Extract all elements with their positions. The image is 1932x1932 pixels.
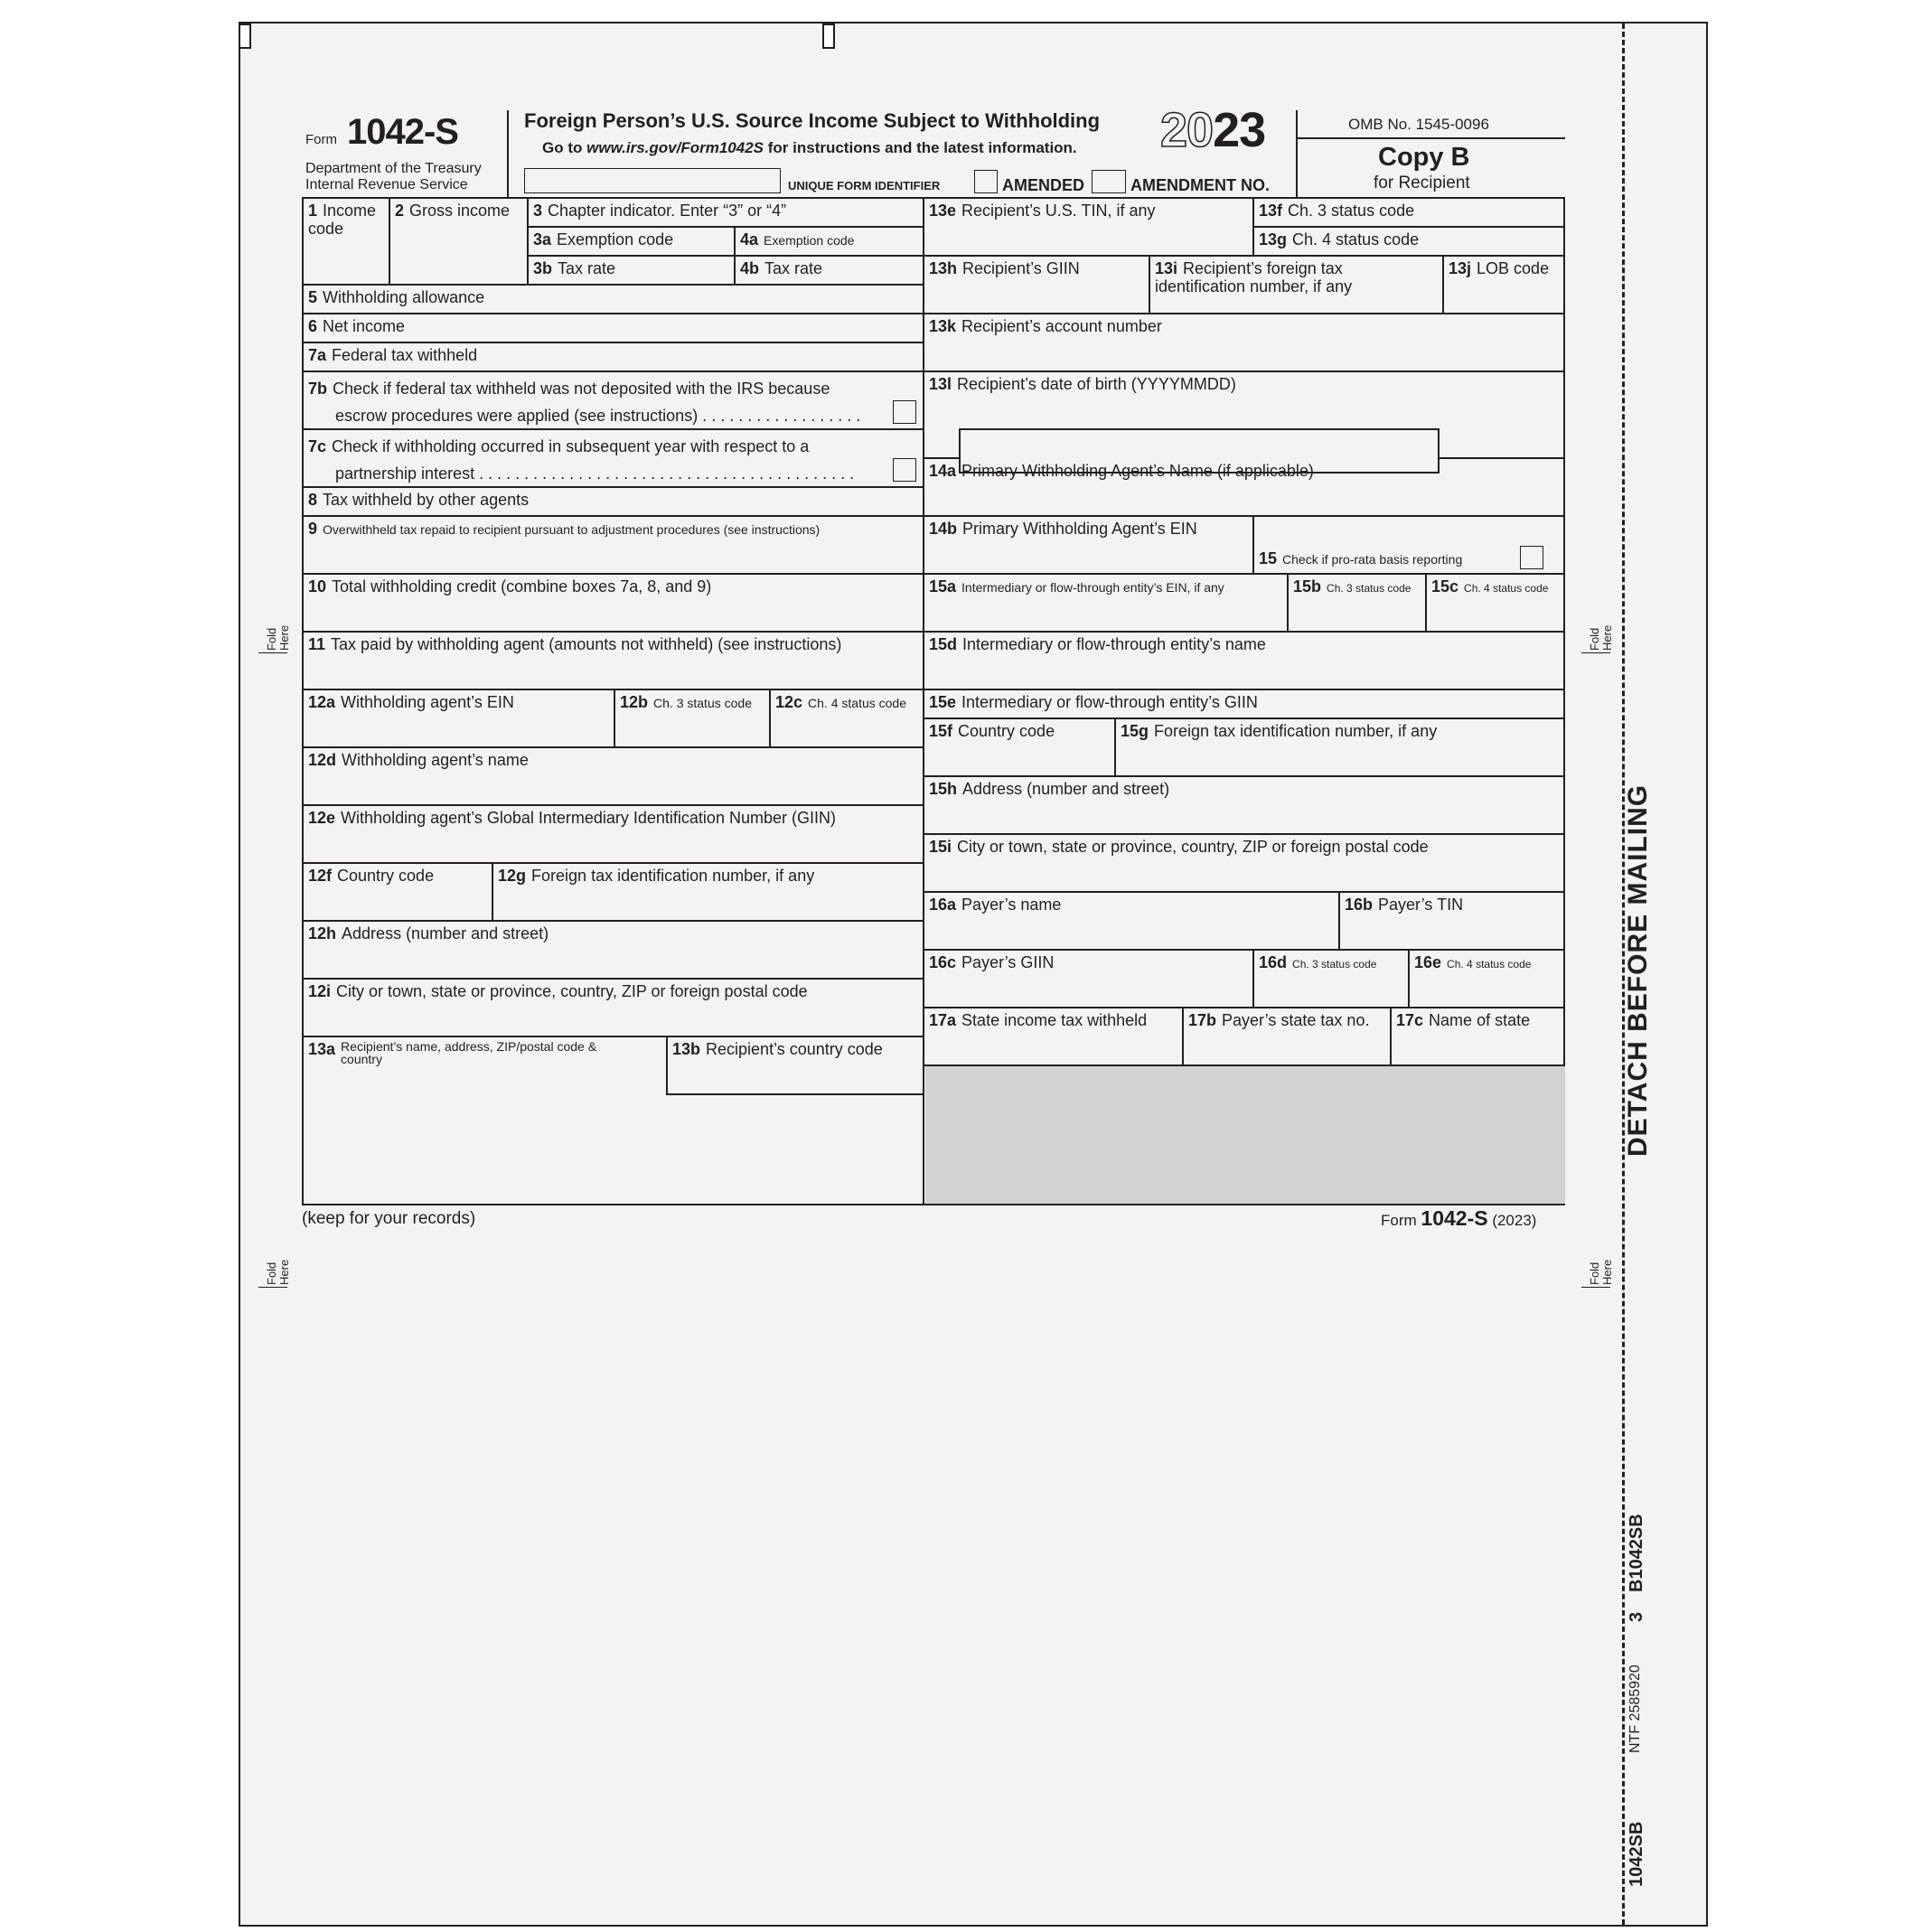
box-17b-payer-state-tax-no[interactable]: 17b Payer’s state tax no. [1184,1008,1392,1066]
box-11-tax-paid-by-agent[interactable]: 11 Tax paid by withholding agent (amounts not withheld) (see instructions) [304,633,924,690]
form-code-3: 3 [1627,1611,1646,1622]
box-12f-country-code[interactable]: 12f Country code [304,864,493,922]
registration-mark-center [822,23,835,49]
box-7c-checkbox[interactable] [893,458,916,482]
box-12e-withholding-agent-giin[interactable]: 12e Withholding agent’s Global Intermediary Identification Number (GIIN) [304,806,924,864]
box-15h-address[interactable]: 15h Address (number and street) [924,777,1565,835]
box-5-withholding-allowance[interactable]: 5 Withholding allowance [304,286,924,314]
keep-for-records: (keep for your records) [302,1209,476,1228]
box-13l-recipient-date-of-birth: 13l Recipient’s date of birth (YYYYMMDD) [924,372,1565,459]
box-13a-recipient-name-address[interactable]: 13a Recipient’s name, address, ZIP/postal code & country [304,1037,924,1205]
box-17c-name-of-state[interactable]: 17c Name of state [1392,1008,1565,1066]
amendment-no-label: AMENDMENT NO. [1130,176,1270,194]
box-6-net-income[interactable]: 6 Net income [304,314,924,343]
form-label: Form [305,132,337,147]
fold-here-label: Here [1600,1259,1614,1285]
box-13f-ch3-status-code[interactable]: 13f Ch. 3 status code [1254,199,1565,228]
box-15-pro-rata-check: 15 Check if pro-rata basis reporting [1254,517,1565,575]
box-15g-foreign-tin[interactable]: 15g Foreign tax identification number, if any [1116,719,1565,777]
box-16b-payer-tin[interactable]: 16b Payer’s TIN [1340,893,1565,951]
fold-here-label: Fold [1588,1261,1601,1285]
fold-here-label: Fold [1588,627,1601,651]
department-label: Department of the Treasury [305,161,482,176]
box-9-overwithheld-tax[interactable]: 9 Overwithheld tax repaid to recipient pursuant to adjustment procedures (see instructions) [304,517,924,575]
box-15d-intermediary-name[interactable]: 15d Intermediary or flow-through entity’s name [924,633,1565,690]
amendment-number-field[interactable] [1092,170,1126,193]
form-grid [302,197,1565,1205]
fold-mark-line [1581,1287,1610,1288]
box-8-tax-withheld-other-agents[interactable]: 8 Tax withheld by other agents [304,488,924,517]
box-16d-ch3-status-code[interactable]: 16d Ch. 3 status code [1254,951,1410,1008]
omb-number: OMB No. 1545-0096 [1348,116,1489,133]
box-7c-subsequent-year-check: 7c Check if withholding occurred in subsequent year with respect to a partnership interest . . . . . . . . . . . . . . . . . . . . . . . . . . . . . . . . . . . . . . . . . . [304,430,924,488]
box-13e-recipient-us-tin[interactable]: 13e Recipient’s U.S. TIN, if any [924,199,1254,257]
box-4a-exemption-code[interactable]: 4a Exemption code [736,228,924,257]
fold-mark-line [258,1287,287,1288]
fold-mark-line [1581,652,1610,653]
fold-here-label: Here [277,1259,291,1285]
box-15f-country-code[interactable]: 15f Country code [924,719,1116,777]
box-2-gross-income[interactable]: 2 Gross income [390,199,529,286]
box-17a-state-income-tax[interactable]: 17a State income tax withheld [924,1008,1184,1066]
box-15-checkbox[interactable] [1520,546,1543,569]
registration-mark-left [239,23,251,49]
fold-here-label: Fold [265,1261,278,1285]
box-15b-ch3-status-code[interactable]: 15b Ch. 3 status code [1289,575,1427,633]
box-16a-payer-name[interactable]: 16a Payer’s name [924,893,1340,951]
box-12a-withholding-agent-ein[interactable]: 12a Withholding agent’s EIN [304,690,615,748]
amended-checkbox[interactable] [974,170,998,193]
box-12g-foreign-tin[interactable]: 12g Foreign tax identification number, if any [493,864,924,922]
box-14a-primary-agent-name[interactable]: 14a Primary Withholding Agent’s Name (if applicable) [924,459,1565,517]
box-3a-exemption-code[interactable]: 3a Exemption code [529,228,736,257]
box-7b-checkbox[interactable] [893,400,916,424]
box-16c-payer-giin[interactable]: 16c Payer’s GIIN [924,951,1254,1008]
amended-label: AMENDED [1002,176,1085,194]
box-7b-escrow-check: 7b Check if federal tax withheld was not deposited with the IRS because escrow procedures were applied (see instructions) . . . . . . . . . . . . . . . . . . [304,372,924,430]
box-10-total-withholding-credit[interactable]: 10 Total withholding credit (combine boxes 7a, 8, and 9) [304,575,924,633]
box-3b-tax-rate[interactable]: 3b Tax rate [529,257,736,286]
column-divider [923,199,924,1204]
copy-for-label: for Recipient [1374,174,1470,192]
box-3-chapter-indicator[interactable]: 3 Chapter indicator. Enter “3” or “4” [529,199,924,228]
box-13i-recipient-foreign-tin[interactable]: 13i Recipient’s foreign tax identification number, if any [1150,257,1444,314]
box-15a-intermediary-ein[interactable]: 15a Intermediary or flow-through entity’s EIN, if any [924,575,1289,633]
header-divider [507,110,509,197]
shaded-area [925,1066,1565,1204]
box-15i-city-state-zip[interactable]: 15i City or town, state or province, country, ZIP or foreign postal code [924,835,1565,893]
fold-here-label: Here [277,624,291,651]
service-label: Internal Revenue Service [305,177,468,192]
ntf-code: NTF 2585920 [1627,1665,1643,1753]
form-number: 1042-S [347,112,458,152]
box-13b-recipient-country-code[interactable]: 13b Recipient’s country code [666,1037,924,1095]
instructions-line: Go to www.irs.gov/Form1042S for instructions and the latest information. [542,139,1077,156]
unique-form-identifier-field[interactable] [524,168,781,193]
unique-form-identifier-label: UNIQUE FORM IDENTIFIER [788,179,941,192]
box-13h-recipient-giin[interactable]: 13h Recipient’s GIIN [924,257,1150,314]
header-divider [1296,110,1298,197]
box-12h-address[interactable]: 12h Address (number and street) [304,922,924,980]
box-12i-city-state-zip[interactable]: 12i City or town, state or province, country, ZIP or foreign postal code [304,980,924,1037]
fold-here-label: Fold [265,627,278,651]
box-12d-withholding-agent-name[interactable]: 12d Withholding agent’s name [304,748,924,806]
form-code-1042sb: 1042SB [1627,1821,1646,1887]
form-code-b1042sb: B1042SB [1627,1514,1646,1592]
fold-mark-line [258,652,287,653]
box-15e-intermediary-giin[interactable]: 15e Intermediary or flow-through entity’s GIIN [924,690,1565,719]
footer-form-id: Form 1042-S (2023) [1381,1206,1537,1230]
box-7a-federal-tax-withheld[interactable]: 7a Federal tax withheld [304,343,924,372]
box-12b-ch3-status-code[interactable]: 12b Ch. 3 status code [615,690,771,748]
box-12c-ch4-status-code[interactable]: 12c Ch. 4 status code [771,690,924,748]
box-13k-recipient-account-number[interactable]: 13k Recipient’s account number [924,314,1565,372]
copy-label: Copy B [1378,143,1470,172]
box-14b-primary-agent-ein[interactable]: 14b Primary Withholding Agent’s EIN [924,517,1254,575]
fold-here-label: Here [1600,624,1614,651]
omb-underline [1298,137,1565,139]
box-15c-ch4-status-code[interactable]: 15c Ch. 4 status code [1427,575,1565,633]
box-16e-ch4-status-code[interactable]: 16e Ch. 4 status code [1410,951,1565,1008]
detach-label: DETACH BEFORE MAILING [1623,783,1653,1157]
form-title: Foreign Person’s U.S. Source Income Subject to Withholding [524,109,1101,132]
box-1-income-code[interactable]: 1 Income code [304,199,390,286]
tax-year: 2023 [1160,103,1266,157]
box-13j-lob-code[interactable]: 13j LOB code [1444,257,1565,314]
box-13g-ch4-status-code[interactable]: 13g Ch. 4 status code [1254,228,1565,257]
box-4b-tax-rate[interactable]: 4b Tax rate [736,257,924,286]
